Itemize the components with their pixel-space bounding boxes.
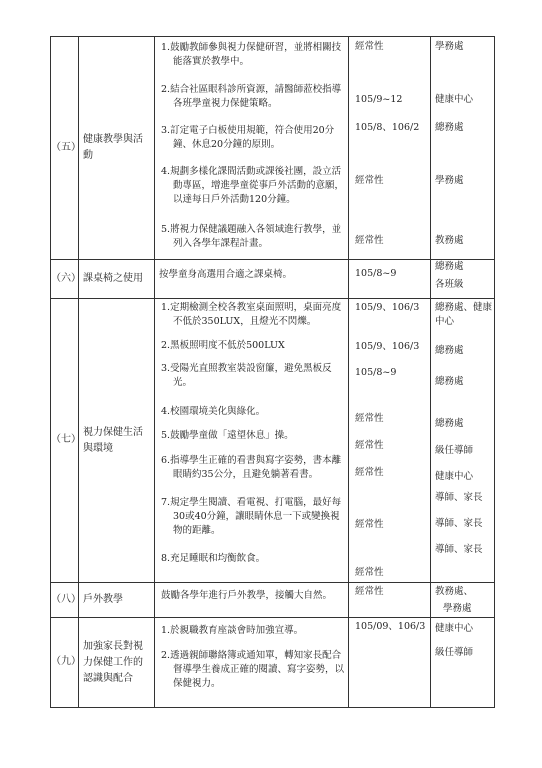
unit-value: 導師、家長: [435, 544, 483, 555]
units-cell: [431, 37, 495, 260]
table-row: [51, 260, 495, 299]
unit-value: 總務處、健康中心: [435, 302, 493, 327]
list-item: 1.於親職教育座談會時加強宣導。: [161, 625, 304, 636]
date-value: 經常性: [355, 440, 384, 451]
list-item: 7.規定學生閱讀、看電視、打電腦，最好每30或40分鐘，讓眼睛休息一下或變換視物的距離。: [161, 497, 342, 536]
items-cell: [155, 260, 349, 299]
date-value: 經常性: [355, 519, 384, 530]
section-number: （五）: [51, 37, 79, 260]
date-value: 105/9、106/3: [355, 302, 420, 313]
unit-value: 教務處: [435, 235, 464, 246]
unit-value: 總務處: [435, 261, 464, 272]
unit-value: 總務處: [435, 418, 464, 429]
list-item: 2.黑板照明度不低於500LUX: [161, 340, 285, 351]
dates-cell: [349, 618, 431, 708]
unit-value: 級任導師: [435, 445, 474, 456]
dates-cell: [349, 37, 431, 260]
list-item: 5.將視力保健議題融入各領域進行教學，並列入各學年課程計畫。: [161, 224, 342, 249]
unit-value: 健康中心: [435, 94, 474, 105]
list-item: 5.鼓勵學童做「遠望休息」操。: [161, 430, 294, 441]
units-cell: [431, 583, 495, 618]
units-cell: [431, 260, 495, 299]
list-item: 8.充足睡眠和均衡飲食。: [161, 553, 266, 564]
list-item: 2.結合社區眼科診所資源，請醫師蒞校指導各班學童視力保健策略。: [161, 84, 342, 109]
unit-value: 健康中心: [435, 471, 474, 482]
list-item: 按學童身高選用合適之課桌椅。: [159, 269, 293, 280]
date-value: 經常性: [355, 467, 384, 478]
section-number: （七）: [51, 299, 79, 583]
unit-value: 教務處、: [435, 586, 474, 597]
section-topic: 課桌椅之使用: [79, 260, 155, 299]
unit-value: 學務處: [435, 175, 464, 186]
units-cell: [431, 618, 495, 708]
items-cell: [155, 299, 349, 583]
date-value: 105/8~9: [355, 268, 397, 279]
section-number: （六）: [51, 260, 79, 299]
table-row: [51, 583, 495, 618]
date-value: 105/9~12: [355, 94, 403, 105]
date-value: 105/9、106/3: [355, 341, 420, 352]
items-cell: [155, 618, 349, 708]
unit-value: 級任導師: [435, 647, 474, 658]
unit-value: 總務處: [435, 122, 464, 133]
date-value: 105/8~9: [355, 367, 397, 378]
date-value: 經常性: [355, 41, 384, 52]
items-cell: [155, 37, 349, 260]
date-value: 經常性: [355, 175, 384, 186]
list-item: 2.透過親師聯絡簿或通知單，轉知家長配合督導學生養成正確的閱讀、寫字姿勢，以保健視力。: [161, 650, 345, 689]
section-number: （八）: [51, 583, 79, 618]
plan-table: [50, 36, 495, 708]
list-item: 4.規劃多樣化課間活動或課後社團，設立活動專區，增進學童從事戶外活動的意願，以達每日戶外活動120分鐘。: [161, 166, 345, 205]
list-item: 3.訂定電子白板使用規範，符合使用20分鐘、休息20分鐘的原則。: [161, 125, 335, 150]
date-value: 105/09、106/3: [355, 621, 426, 632]
unit-value: 學務處: [435, 41, 464, 52]
date-value: 經常性: [355, 586, 384, 597]
section-topic: 戶外教學: [79, 583, 155, 618]
section-topic: 健康教學與活動: [79, 37, 155, 260]
section-number: （九）: [51, 618, 79, 708]
dates-cell: [349, 299, 431, 583]
unit-value: 導師、家長: [435, 492, 483, 503]
units-cell: [431, 299, 495, 583]
table-row: [51, 618, 495, 708]
date-value: 經常性: [355, 413, 384, 424]
table-row: [51, 37, 495, 260]
items-cell: [155, 583, 349, 618]
section-topic: 加強家長對視力保健工作的認識與配合: [79, 618, 155, 708]
date-value: 經常性: [355, 567, 384, 578]
date-value: 105/8、106/2: [355, 122, 420, 133]
dates-cell: [349, 583, 431, 618]
list-item: 1.定期檢測全校各教室桌面照明，桌面亮度不低於350LUX，且燈光不閃爍。: [161, 302, 342, 327]
date-value: 經常性: [355, 235, 384, 246]
table-row: [51, 299, 495, 583]
section-topic: 視力保健生活與環境: [79, 299, 155, 583]
list-item: 6.指導學生正確的看書與寫字姿勢，書本離眼睛約35公分，且避免躺著看書。: [161, 455, 342, 480]
list-item: 鼓勵各學年進行戶外教學，接觸大自然。: [161, 590, 333, 601]
unit-value: 總務處: [435, 376, 464, 387]
dates-cell: [349, 260, 431, 299]
list-item: 1.鼓勵教師參與視力保健研習，並將相關技能落實於教學中。: [161, 42, 342, 67]
list-item: 3.受陽光直照教室裝設窗簾，避免黑板反光。: [161, 363, 332, 388]
unit-value: 導師、家長: [435, 518, 483, 529]
unit-value: 健康中心: [435, 623, 474, 634]
list-item: 4.校園環境美化與綠化。: [161, 406, 266, 417]
unit-value: 學務處: [443, 602, 472, 614]
unit-value: 總務處: [435, 345, 464, 356]
unit-value: 各班級: [435, 278, 464, 290]
